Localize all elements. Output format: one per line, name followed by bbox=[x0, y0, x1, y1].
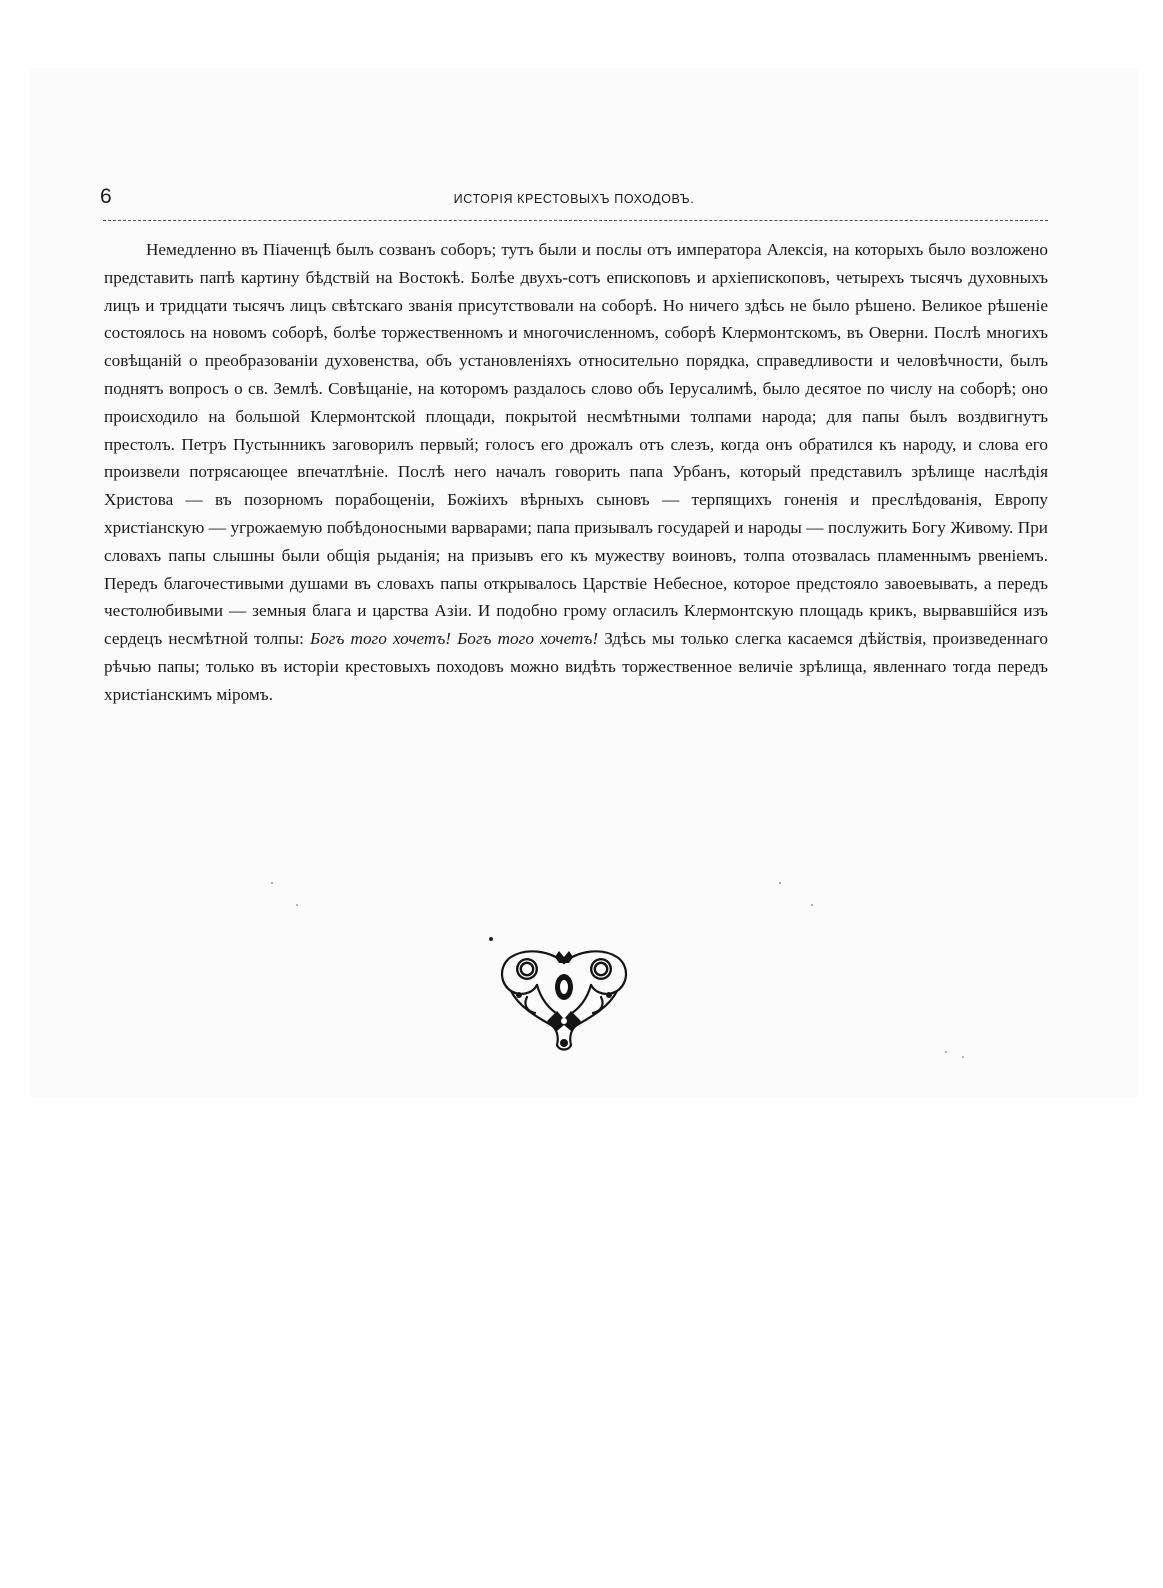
body-paragraph bbox=[104, 236, 1048, 709]
scan-speck bbox=[779, 882, 781, 884]
paragraph-text-after: Здѣсь мы только слегка касаемся дѣйствія, произведеннаго рѣчью папы; только въ исторіи крестовыхъ походовъ можно видѣть торжественное величіе зрѣлища, явленнаго тогда передъ христіанскимъ міромъ. bbox=[104, 629, 1049, 704]
scan-speck bbox=[296, 904, 298, 906]
floral-tailpiece-icon bbox=[497, 947, 631, 1055]
scan-speck bbox=[271, 882, 273, 884]
header-rule bbox=[103, 220, 1048, 221]
scan-speck bbox=[945, 1051, 947, 1053]
scan-speck bbox=[489, 937, 493, 941]
scan-speck bbox=[962, 1056, 964, 1058]
paragraph-text-before: Немедленно въ Піаченцѣ былъ созванъ соборъ; тутъ были и послы отъ императора Алексія, на которыхъ было возложено представить папѣ картину бѣдствій на Востокѣ. Болѣе двухъ-сотъ епископовъ и архіепископовъ, четырехъ тысячъ духовныхъ лицъ и тридцати тысячъ лицъ свѣтскаго званія присутствовали на соборѣ. Но ничего здѣсь не было рѣшено. Великое рѣшеніе состоялось на новомъ соборѣ, болѣе торжественномъ и многочисленномъ, соборѣ Клермонтскомъ, въ Оверни. Послѣ многихъ совѣщаній о преобразованіи духовенства, объ установленіяхъ относительно порядка, справедливости и человѣчности, былъ поднятъ вопросъ о св. Землѣ. Совѣщаніе, на которомъ раздалось слово объ Іерусалимѣ, было десятое по числу на соборѣ; оно происходило на большой Клермонтской площади, покрытой несмѣтными толпами народа; для папы былъ воздвигнутъ престолъ. Петръ Пустынникъ заговорилъ первый; голосъ его дрожалъ отъ слезъ, когда онъ обратился къ народу, и слова его произвели потрясающее впечатлѣніе. Послѣ него началъ говорить папа Урбанъ, который представилъ зрѣлище наслѣдія Христова — въ позорномъ порабощеніи, Божіихъ вѣрныхъ сыновъ — терпящихъ гоненія и преслѣдованія, Европу христіанскую — угрожаемую побѣдоносными варварами; папа призывалъ государей и народы — послужить Богу Живому. При словахъ папы слышны были общія рыданія; на призывъ его къ мужеству воиновъ, толпа отозвалась пламеннымъ рвеніемъ. Передъ благочестивыми душами въ словахъ папы открывалось Царствіе Небесное, которое предстояло завоевывать, а передъ честолюбивыми — земныя блага и царства Азіи. И подобно грому огласилъ Клермонтскую площадь крикъ, вырвавшійся изъ сердецъ несмѣтной толпы: bbox=[104, 240, 1048, 649]
page-number: 6 bbox=[100, 185, 112, 208]
scan-speck bbox=[811, 904, 813, 906]
running-title: ИСТОРІЯ КРЕСТОВЫХЪ ПОХОДОВЪ. bbox=[453, 192, 695, 206]
battle-cry-italic: Богъ того хочетъ! Богъ того хочетъ! bbox=[310, 629, 599, 649]
